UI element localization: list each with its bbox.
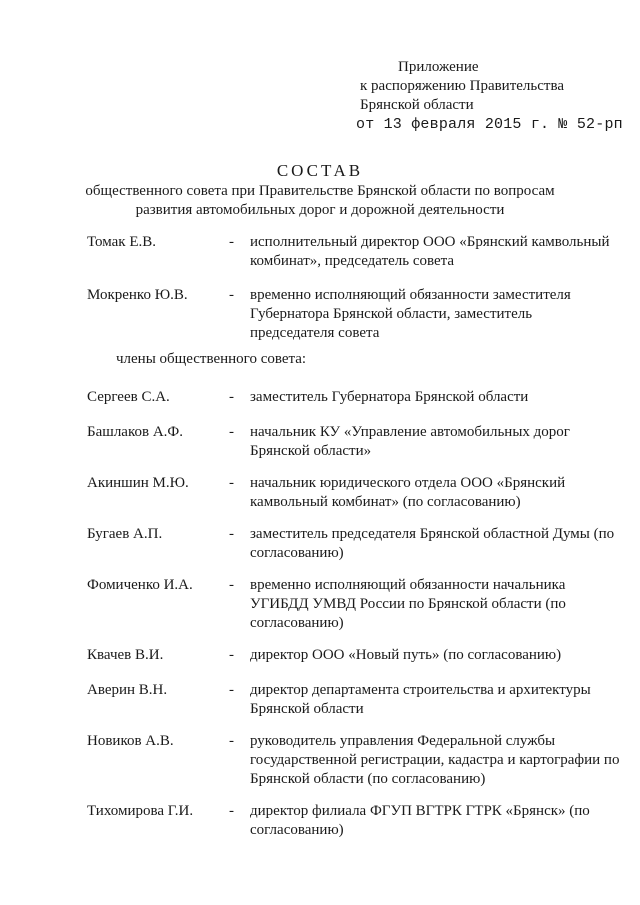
annex-date-number: от 13 февраля 2015 г. № 52-рп — [356, 116, 623, 133]
annex-title: Приложение — [398, 59, 479, 75]
member-name: Мокренко Ю.В. — [87, 287, 188, 303]
member-name: Бугаев А.П. — [87, 526, 163, 542]
annex-region: Брянской области — [360, 97, 474, 113]
annex-order-ref: к распоряжению Правительства — [360, 78, 565, 94]
document-subtitle-line-1: общественного совета при Правительстве Брянской области по вопросам — [85, 183, 555, 199]
member-position: директор ООО «Новый путь» (по согласованию) — [250, 647, 562, 663]
member-position: временно исполняющий обязанности начальника УГИБДД УМВД России по Брянской области (по согласованию) — [250, 577, 566, 631]
member-position: исполнительный директор ООО «Брянский камвольный комбинат», председатель совета — [250, 234, 610, 269]
member-dash: - — [229, 389, 234, 405]
member-name: Томак Е.В. — [87, 234, 157, 250]
member-dash: - — [229, 526, 234, 542]
member-dash: - — [229, 682, 234, 698]
member-dash: - — [229, 424, 234, 440]
member-position: директор филиала ФГУП ВГТРК ГТРК «Брянск» (по согласованию) — [250, 803, 590, 838]
member-position: директор департамента строительства и архитектуры Брянской области — [250, 682, 591, 717]
member-name: Сергеев С.А. — [87, 389, 170, 405]
member-position: начальник КУ «Управление автомобильных дорог Брянской области» — [250, 424, 570, 459]
member-name: Башлаков А.Ф. — [87, 424, 184, 440]
member-name: Тихомирова Г.И. — [87, 803, 194, 819]
member-dash: - — [229, 647, 234, 663]
annex-header — [356, 58, 623, 134]
member-dash: - — [229, 733, 234, 749]
member-name: Фомиченко И.А. — [87, 577, 193, 593]
member-position: руководитель управления Федеральной службы государственной регистрации, кадастра и картографии по Брянской области (по согласованию) — [250, 733, 620, 787]
document-title-block — [0, 160, 640, 220]
member-position: начальник юридического отдела ООО «Брянский камвольный комбинат» (по согласованию) — [250, 475, 566, 510]
document-title: СОСТАВ — [276, 161, 364, 180]
member-dash: - — [229, 577, 234, 593]
member-position: заместитель Губернатора Брянской области — [250, 389, 529, 405]
member-name: Новиков А.В. — [87, 733, 174, 749]
member-dash: - — [229, 287, 234, 303]
member-dash: - — [229, 475, 234, 491]
member-name: Квачев В.И. — [87, 647, 164, 663]
member-position: заместитель председателя Брянской областной Думы (по согласованию) — [250, 526, 615, 561]
member-dash: - — [229, 803, 234, 819]
member-name: Аверин В.Н. — [87, 682, 168, 698]
members-section-label: члены общественного совета: — [116, 351, 307, 367]
document-subtitle-line-2: развития автомобильных дорог и дорожной деятельности — [135, 202, 505, 218]
member-name: Акиншин М.Ю. — [87, 475, 189, 491]
member-position: временно исполняющий обязанности заместителя Губернатора Брянской области, заместитель председателя совета — [250, 287, 571, 341]
member-dash: - — [229, 234, 234, 250]
